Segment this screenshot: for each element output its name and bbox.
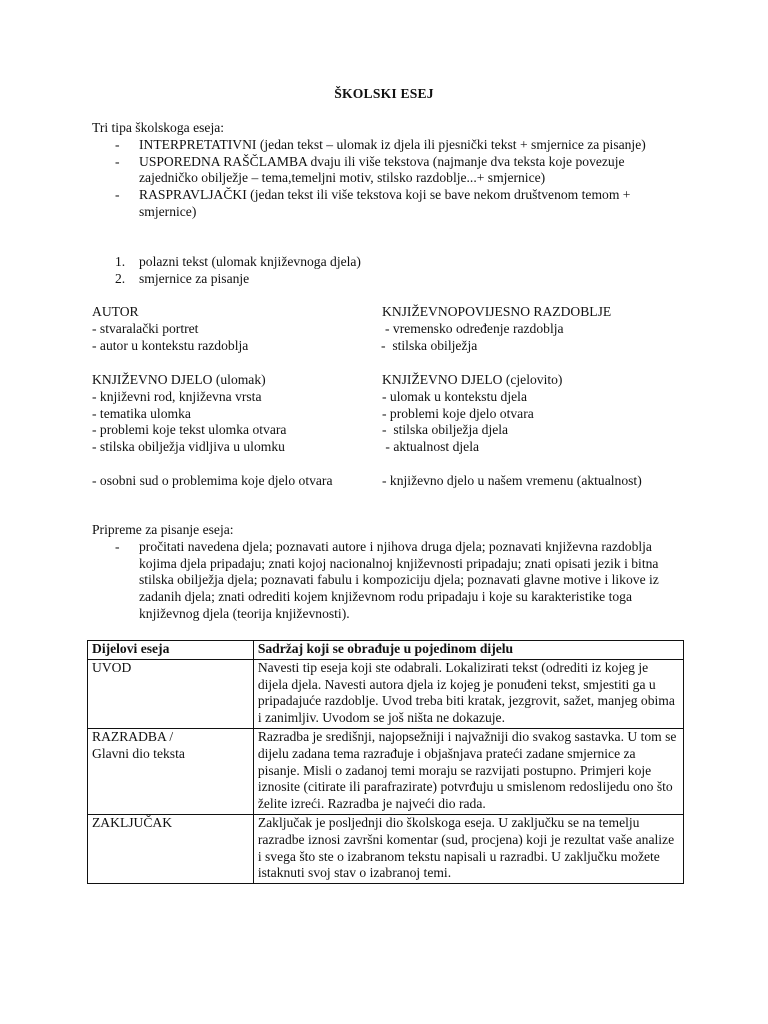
list-item-text: RASPRAVLJAČKI (jedan tekst ili više tekstova koji se bave nekom društvenom temom + smjernice) — [139, 187, 631, 219]
essay-types-section — [92, 120, 692, 221]
list-item-text: USPOREDNA RAŠČLAMBA dvaju ili više tekstova (najmanje dva teksta koje povezuje zajedničko obilježje – tema,temeljni motiv, stilsko razdoblje...+ smjernice) — [139, 153, 625, 186]
part-name: RAZRADBA / — [92, 728, 174, 744]
author-period-section — [92, 304, 692, 354]
part-content: Razradba je središnji, najopsežniji i najvažniji dio svakog sastavka. U tom se dijelu zadana tema razrađuje i objašnjava prateći zadane smjernice za pisanje. Misli o zadanoj temi moraju se razvijati postupno. Primjeri koje iznosite (citirate ili parafrazirate) potvrđuju u smislenom redoslijedu ono što želite izreći. Razradba je najveći dio rada. — [257, 728, 677, 812]
table-cell-content — [253, 659, 683, 728]
section-row — [92, 321, 692, 338]
part-name: UVOD — [92, 659, 132, 675]
left-item: - književni rod, književna vrsta — [92, 388, 262, 404]
table-cell-part — [88, 728, 254, 814]
right-item: - vremensko određenje razdoblja — [385, 320, 564, 336]
numbered-section — [92, 254, 692, 288]
table-cell-part — [88, 659, 254, 728]
essay-types-list — [92, 137, 692, 221]
list-number: 2. — [115, 270, 126, 286]
list-item — [92, 137, 692, 154]
list-item — [92, 154, 692, 188]
column-header: Dijelovi eseja — [88, 641, 254, 660]
section-row — [92, 389, 692, 406]
list-item — [92, 271, 692, 288]
section-row — [92, 338, 692, 355]
part-content: Navesti tip eseja koji ste odabrali. Lokalizirati tekst (odrediti iz kojeg je dijela djela. Navesti autora djela iz kojeg je ponuđeni tekst, smjestiti ga u pripadajuće razdoblje. Uvod treba biti kratak, jezgrovit, sažet, manjeg obima i zanimljiv. Uvodom se još ništa ne dokazuje. — [257, 659, 675, 726]
column-header: Sadržaj koji se obrađuje u pojedinom dijelu — [253, 641, 683, 660]
literary-work-section — [92, 372, 692, 490]
left-item: - problemi koje tekst ulomka otvara — [92, 422, 287, 438]
page-title: ŠKOLSKI ESEJ — [334, 86, 434, 101]
numbered-list — [92, 254, 692, 288]
section-row — [92, 406, 692, 423]
right-item: - ulomak u kontekstu djela — [382, 388, 527, 404]
essay-types-intro: Tri tipa školskoga eseja: — [92, 120, 225, 135]
list-number: 1. — [115, 254, 126, 269]
section-row — [92, 439, 692, 456]
section-row — [92, 473, 692, 490]
left-item: - autor u kontekstu razdoblja — [92, 337, 249, 353]
table-row — [88, 659, 684, 728]
section-header-row — [92, 372, 692, 389]
preparation-section — [92, 522, 692, 623]
left-item: - stvaralački portret — [92, 320, 199, 336]
list-item — [92, 187, 692, 221]
right-item: - problemi koje djelo otvara — [382, 405, 534, 421]
right-item: - stilska obilježja djela — [382, 422, 509, 438]
list-item-text: polazni tekst (ulomak književnoga djela) — [139, 254, 361, 269]
list-item-text: smjernice za pisanje — [139, 270, 250, 286]
part-subname: Glavni dio teksta — [92, 745, 185, 761]
preparation-intro: Pripreme za pisanje eseja: — [92, 522, 234, 537]
right-item: - aktualnost djela — [382, 439, 480, 455]
table-cell-part — [88, 814, 254, 883]
left-item: - stilska obilježja vidljiva u ulomku — [92, 439, 285, 455]
left-item: - osobni sud o problemima koje djelo otvara — [92, 472, 333, 488]
preparation-list — [92, 539, 692, 623]
table-cell-content — [253, 814, 683, 883]
bullet-dash: - — [115, 538, 120, 554]
bullet-dash: - — [115, 153, 120, 169]
essay-parts-table — [87, 640, 684, 884]
bullet-dash: - — [115, 136, 120, 152]
part-content: Zaključak je posljednji dio školskoga eseja. U zaključku se na temelju razradbe iznosi završni komentar (sud, procjena) koji je rezultat vaše analize i svega što ste o izabranom tekstu napisali u razradbi. U zaključku možete istaknuti svoj stav o izabranoj temi. — [257, 814, 675, 881]
whole-work-heading: KNJIŽEVNO DJELO (cjelovito) — [382, 372, 563, 387]
list-item — [92, 539, 692, 623]
section-header-row — [92, 304, 692, 321]
author-heading: AUTOR — [92, 304, 139, 319]
right-item: - književno djelo u našem vremenu (aktualnost) — [382, 472, 642, 488]
table-row — [88, 814, 684, 883]
list-item-text: INTERPRETATIVNI (jedan tekst – ulomak iz djela ili pjesnički tekst + smjernice za pisanje) — [139, 136, 646, 152]
part-name: ZAKLJUČAK — [92, 814, 173, 830]
excerpt-heading: KNJIŽEVNO DJELO (ulomak) — [92, 372, 266, 387]
table-row — [88, 728, 684, 814]
table-header-row — [88, 641, 684, 660]
table-cell-content — [253, 728, 683, 814]
list-item-text: pročitati navedena djela; poznavati autore i njihova druga djela; poznavati književna razdoblja kojima djela pripadaju; znati kojoj nacionalnoj književnosti pripadaju; znati opisati jezik i bitna stilska obilježja djela; poznavati fabulu i kompoziciju djela; poznavati glavne motive i likove iz zadanih djela; znati odrediti kojem književnom rodu pripadaju i koje su karakteristike toga književnog djela (teorija književnosti). — [139, 538, 659, 621]
period-heading: KNJIŽEVNOPOVIJESNO RAZDOBLJE — [382, 304, 612, 319]
list-item — [92, 254, 692, 271]
right-item: - stilska obilježja — [381, 337, 478, 353]
section-row — [92, 422, 692, 439]
bullet-dash: - — [115, 187, 120, 203]
left-item: - tematika ulomka — [92, 405, 191, 421]
